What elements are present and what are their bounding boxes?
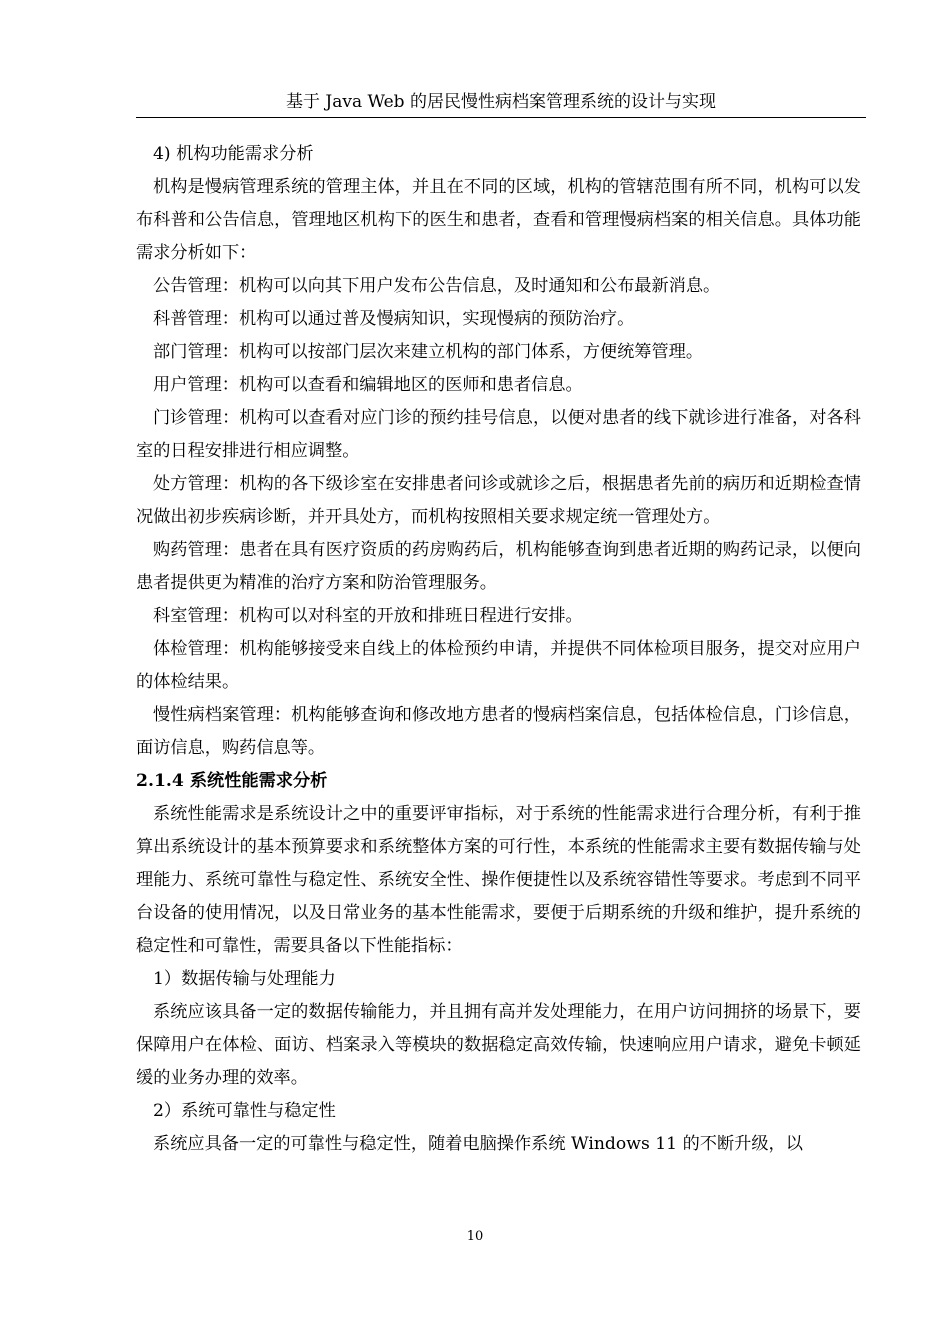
page-number: 10: [466, 1229, 484, 1244]
subsection-heading-4: 4) 机构功能需求分析: [153, 144, 314, 164]
header-rule: [136, 117, 866, 118]
item-user: 用户管理：机构可以查看和编辑地区的医师和患者信息。: [153, 375, 583, 395]
item-chronic-archive: 慢性病档案管理：机构能够查询和修改地方患者的慢病档案信息，包括体检信息，门诊信息，面访信息，购药信息等。: [136, 705, 861, 758]
section-heading-2-1-4: 2.1.4 系统性能需求分析: [136, 771, 328, 791]
item-department: 部门管理：机构可以按部门层次来建立机构的部门体系，方便统筹管理。: [153, 342, 704, 362]
item-announcement: 公告管理：机构可以向其下用户发布公告信息，及时通知和公布最新消息。: [153, 276, 721, 296]
item-science: 科普管理：机构可以通过普及慢病知识，实现慢病的预防治疗。: [153, 309, 635, 329]
item-checkup: 体检管理：机构能够接受来自线上的体检预约申请，并提供不同体检项目服务，提交对应用户的体检结果。: [136, 639, 861, 692]
page-body: [136, 138, 861, 1161]
paragraph-performance-2: 系统应具备一定的可靠性与稳定性，随着电脑操作系统 Windows 11 的不断升级，以: [153, 1134, 803, 1154]
performance-heading-1: 1）数据传输与处理能力: [153, 969, 336, 989]
item-office: 科室管理：机构可以对科室的开放和排班日程进行安排。: [153, 606, 583, 626]
running-header: 基于 Java Web 的居民慢性病档案管理系统的设计与实现: [286, 92, 716, 112]
paragraph-performance-1: 系统应该具备一定的数据传输能力，并且拥有高并发处理能力，在用户访问拥挤的场景下，要保障用户在体检、面访、档案录入等模块的数据稳定高效传输，快速响应用户请求，避免卡顿延缓的业务办理的效率。: [136, 1002, 861, 1088]
item-outpatient: 门诊管理：机构可以查看对应门诊的预约挂号信息，以便对患者的线下就诊进行准备，对各科室的日程安排进行相应调整。: [136, 408, 861, 461]
paragraph-performance-intro: 系统性能需求是系统设计之中的重要评审指标，对于系统的性能需求进行合理分析，有利于推算出系统设计的基本预算要求和系统整体方案的可行性，本系统的性能需求主要有数据传输与处理能力、系统可靠性与稳定性、系统安全性、操作便捷性以及系统容错性等要求。考虑到不同平台设备的使用情况，以及日常业务的基本性能需求，要便于后期系统的升级和维护，提升系统的稳定性和可靠性，需要具备以下性能指标：: [136, 804, 861, 956]
item-purchase: 购药管理：患者在具有医疗资质的药房购药后，机构能够查询到患者近期的购药记录，以便向患者提供更为精准的治疗方案和防治管理服务。: [136, 540, 861, 593]
performance-heading-2: 2）系统可靠性与稳定性: [153, 1101, 336, 1121]
item-prescription: 处方管理：机构的各下级诊室在安排患者问诊或就诊之后，根据患者先前的病历和近期检查情况做出初步疾病诊断，并开具处方，而机构按照相关要求规定统一管理处方。: [136, 474, 861, 527]
paragraph-intro: 机构是慢病管理系统的管理主体，并且在不同的区域，机构的管辖范围有所不同，机构可以发布科普和公告信息，管理地区机构下的医生和患者，查看和管理慢病档案的相关信息。具体功能需求分析如下：: [136, 177, 861, 263]
